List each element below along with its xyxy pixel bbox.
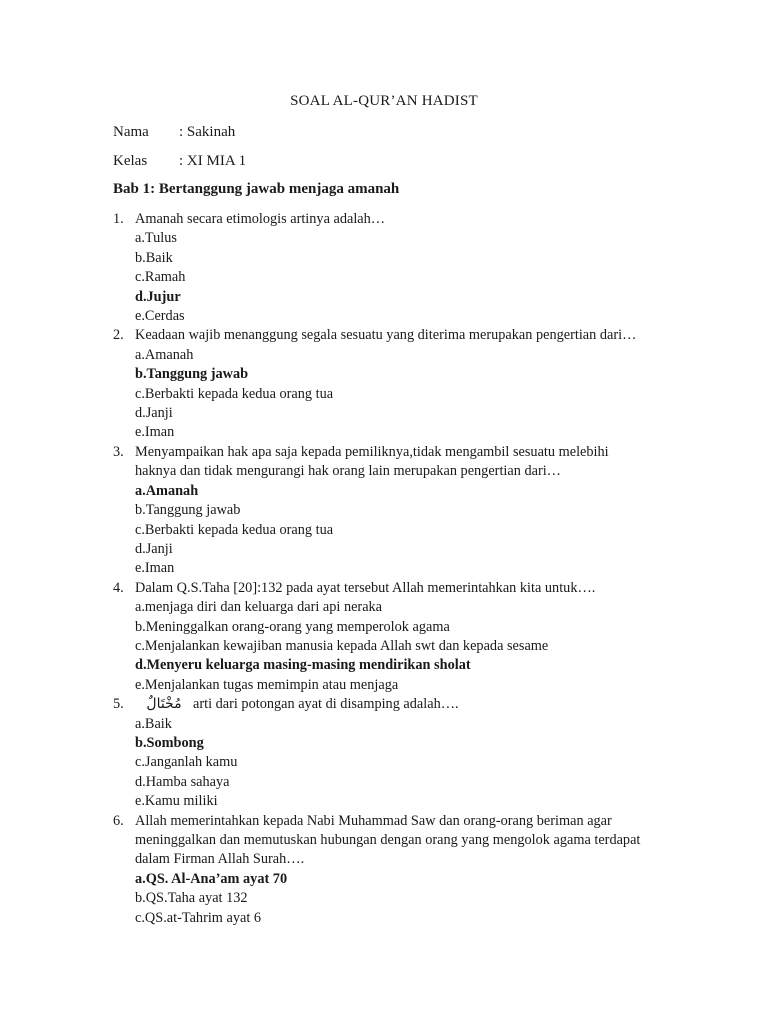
question-item (113, 210, 693, 326)
meta-nama (113, 124, 235, 141)
answer-option: c.QS.at-Tahrim ayat 6 (135, 909, 262, 926)
question-text: Keadaan wajib menanggung segala sesuatu yang diterima merupakan pengertian dari… (135, 327, 637, 344)
answer-option-selected: a.Amanah (135, 482, 199, 499)
answer-option: d.Janji (135, 540, 173, 557)
question-text: dalam Firman Allah Surah…. (135, 851, 305, 868)
nama-label: Nama (113, 124, 149, 140)
answer-option: c.Berbakti kepada kedua orang tua (135, 385, 334, 402)
answer-option: b.Meninggalkan orang-orang yang memperolok agama (135, 618, 450, 635)
answer-option-selected: b.Sombong (135, 734, 204, 751)
page-title: SOAL AL-QUR’AN HADIST (290, 93, 478, 109)
answer-option: d.Hamba sahaya (135, 773, 230, 790)
answer-option-selected: d.Menyeru keluarga masing-masing mendirikan sholat (135, 657, 471, 674)
question-item (113, 579, 693, 695)
answer-option: a.Tulus (135, 230, 177, 247)
question-item (113, 812, 693, 928)
answer-option: a.Baik (135, 715, 172, 732)
answer-option: c.Menjalankan kewajiban manusia kepada Allah swt dan kepada sesame (135, 637, 549, 654)
question-text: Dalam Q.S.Taha [20]:132 pada ayat tersebut Allah memerintahkan kita untuk…. (135, 579, 596, 596)
question-list (113, 210, 693, 928)
question-number: 5. (113, 696, 124, 713)
kelas-label: Kelas (113, 153, 148, 169)
question-number: 3. (113, 443, 124, 460)
answer-option: c.Janganlah kamu (135, 754, 238, 771)
question-text: meninggalkan dan memutuskan hubungan dengan orang yang mengolok agama terdapat (135, 832, 641, 848)
answer-option: e.Iman (135, 424, 175, 441)
kelas-value: : XI MIA 1 (179, 153, 247, 169)
answer-option: a.menjaga diri dan keluarga dari api neraka (135, 599, 383, 616)
question-number: 2. (113, 327, 124, 344)
question-number: 4. (113, 579, 124, 596)
answer-option: c.Ramah (135, 269, 186, 286)
answer-option: e.Iman (135, 560, 175, 577)
question-text (135, 695, 693, 714)
answer-option: e.Menjalankan tugas memimpin atau menjaga (135, 676, 399, 693)
answer-option: b.QS.Taha ayat 132 (135, 890, 248, 907)
question-text: haknya dan tidak mengurangi hak orang lain merupakan pengertian dari… (135, 463, 561, 480)
meta-kelas (113, 153, 246, 170)
chapter-heading: Bab 1: Bertanggung jawab menjaga amanah (113, 181, 400, 197)
answer-option: b.Baik (135, 249, 173, 266)
question-text: Allah memerintahkan kepada Nabi Muhammad Saw dan orang-orang beriman agar (135, 812, 612, 829)
question-item (113, 326, 693, 442)
answer-option-selected: a.QS. Al-Ana’am ayat 70 (135, 870, 288, 887)
arabic-phrase: مُخْتَالٌ (146, 696, 182, 713)
question-text: Menyampaikan hak apa saja kepada pemiliknya,tidak mengambil sesuatu melebihi (135, 443, 609, 460)
question-number: 1. (113, 211, 124, 227)
answer-option: d.Janji (135, 405, 173, 422)
answer-option: c.Berbakti kepada kedua orang tua (135, 521, 334, 538)
question-text: Amanah secara etimologis artinya adalah… (135, 211, 386, 227)
answer-option-selected: d.Jujur (135, 288, 181, 305)
answer-option: e.Cerdas (135, 308, 185, 325)
question-number: 6. (113, 812, 124, 829)
question-text-fragment: arti dari potongan ayat di disamping adalah…. (193, 696, 459, 713)
answer-option: a.Amanah (135, 346, 194, 363)
answer-option: b.Tanggung jawab (135, 502, 241, 519)
answer-option: e.Kamu miliki (135, 793, 218, 810)
question-item (113, 695, 693, 811)
question-item (113, 443, 693, 579)
nama-value: : Sakinah (179, 124, 236, 140)
answer-option-selected: b.Tanggung jawab (135, 366, 249, 383)
